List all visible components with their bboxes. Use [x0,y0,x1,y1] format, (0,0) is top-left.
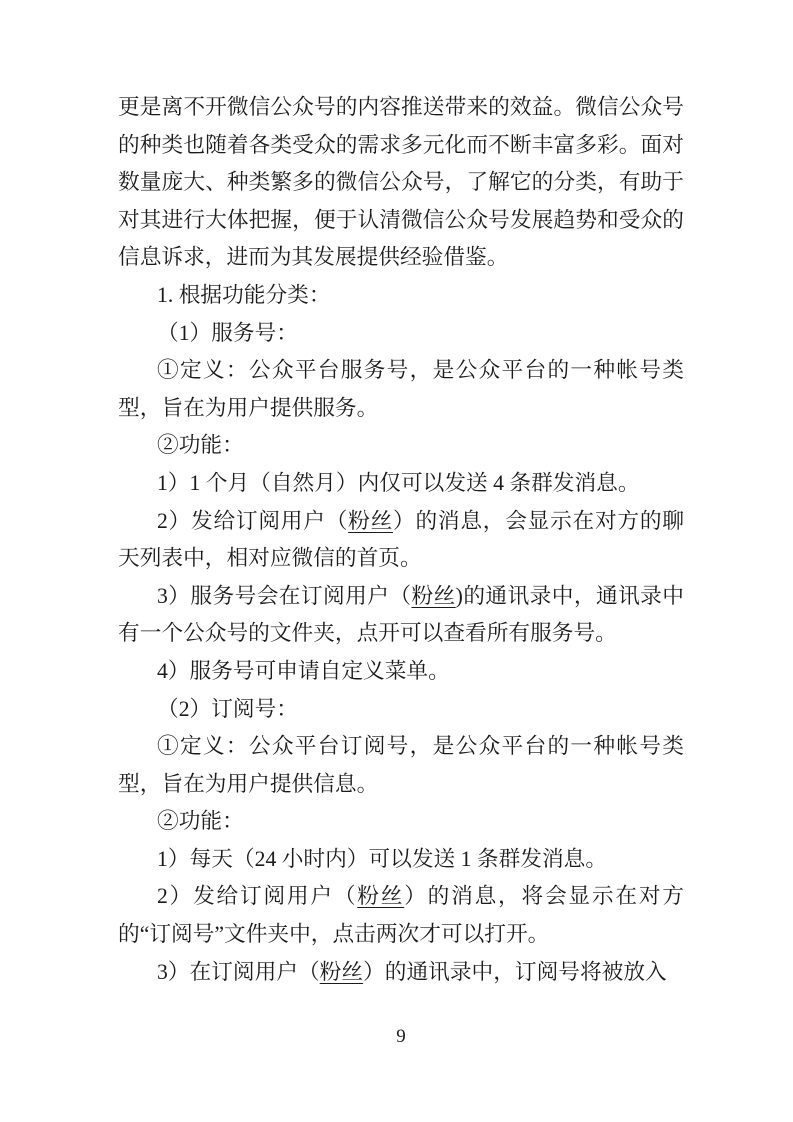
paragraph [118,803,684,841]
underlined-term: 粉丝 [357,884,405,909]
text-run: 4）服务号可申请自定义菜单。 [157,658,450,683]
paragraph [118,578,684,653]
paragraph [118,503,684,578]
paragraph [118,277,684,315]
paragraph [118,878,684,953]
text-run: 3）在订阅用户（ [157,959,320,984]
paragraph [118,427,684,465]
text-run: ②功能： [157,809,244,834]
text-run: 2）发给订阅用户（ [157,508,349,533]
text-run: （1）服务号： [157,320,298,345]
text-run: ）的通讯录中，订阅号将被放入 [363,959,667,984]
document-body [118,89,684,991]
underlined-term: 粉丝 [319,959,364,984]
paragraph [118,653,684,691]
text-run: 1）1 个月（自然月）内仅可以发送 4 条群发消息。 [157,470,640,495]
text-run: ②功能： [157,433,244,458]
text-run: 3）服务号会在订阅用户（ [157,583,412,608]
page-number: 9 [396,1026,406,1047]
text-run: 更是离不开微信公众号的内容推送带来的效益。微信公众号的种类也随着各类受众的需求多元化而不断丰富多彩。面对数量庞大、种类繁多的微信公众号，了解它的分类，有助于对其进行大体把握，便于认清微信公众号发展趋势和受众的信息诉求，进而为其发展提供经验借鉴。 [118,95,684,270]
paragraph [118,352,684,427]
paragraph [118,315,684,353]
text-run: ①定义：公众平台订阅号，是公众平台的一种帐号类型，旨在为用户提供信息。 [118,734,684,796]
text-run: （2）订阅号： [157,696,298,721]
underlined-term: 粉丝 [411,583,456,608]
paragraph [118,89,684,277]
text-run: )的通讯录中，通讯录中有一个公众号的文件夹，点开可以查看所有服务号。 [118,583,684,646]
paragraph [118,841,684,879]
paragraph [118,728,684,803]
paragraph [118,465,684,503]
paragraph [118,954,684,992]
underlined-term: 粉丝 [348,508,394,533]
text-run: ）的消息，将会显示在对方的“订阅号”文件夹中，点击两次才可以打开。 [118,884,684,947]
text-run: 1. 根据功能分类： [157,282,331,307]
paragraph [118,691,684,729]
text-run: 2）发给订阅用户（ [157,884,358,909]
text-run: 1）每天（24 小时内）可以发送 1 条群发消息。 [157,846,608,871]
text-run: ）的消息，会显示在对方的聊天列表中，相对应微信的首页。 [118,508,684,571]
text-run: ①定义：公众平台服务号，是公众平台的一种帐号类型，旨在为用户提供服务。 [118,358,684,420]
